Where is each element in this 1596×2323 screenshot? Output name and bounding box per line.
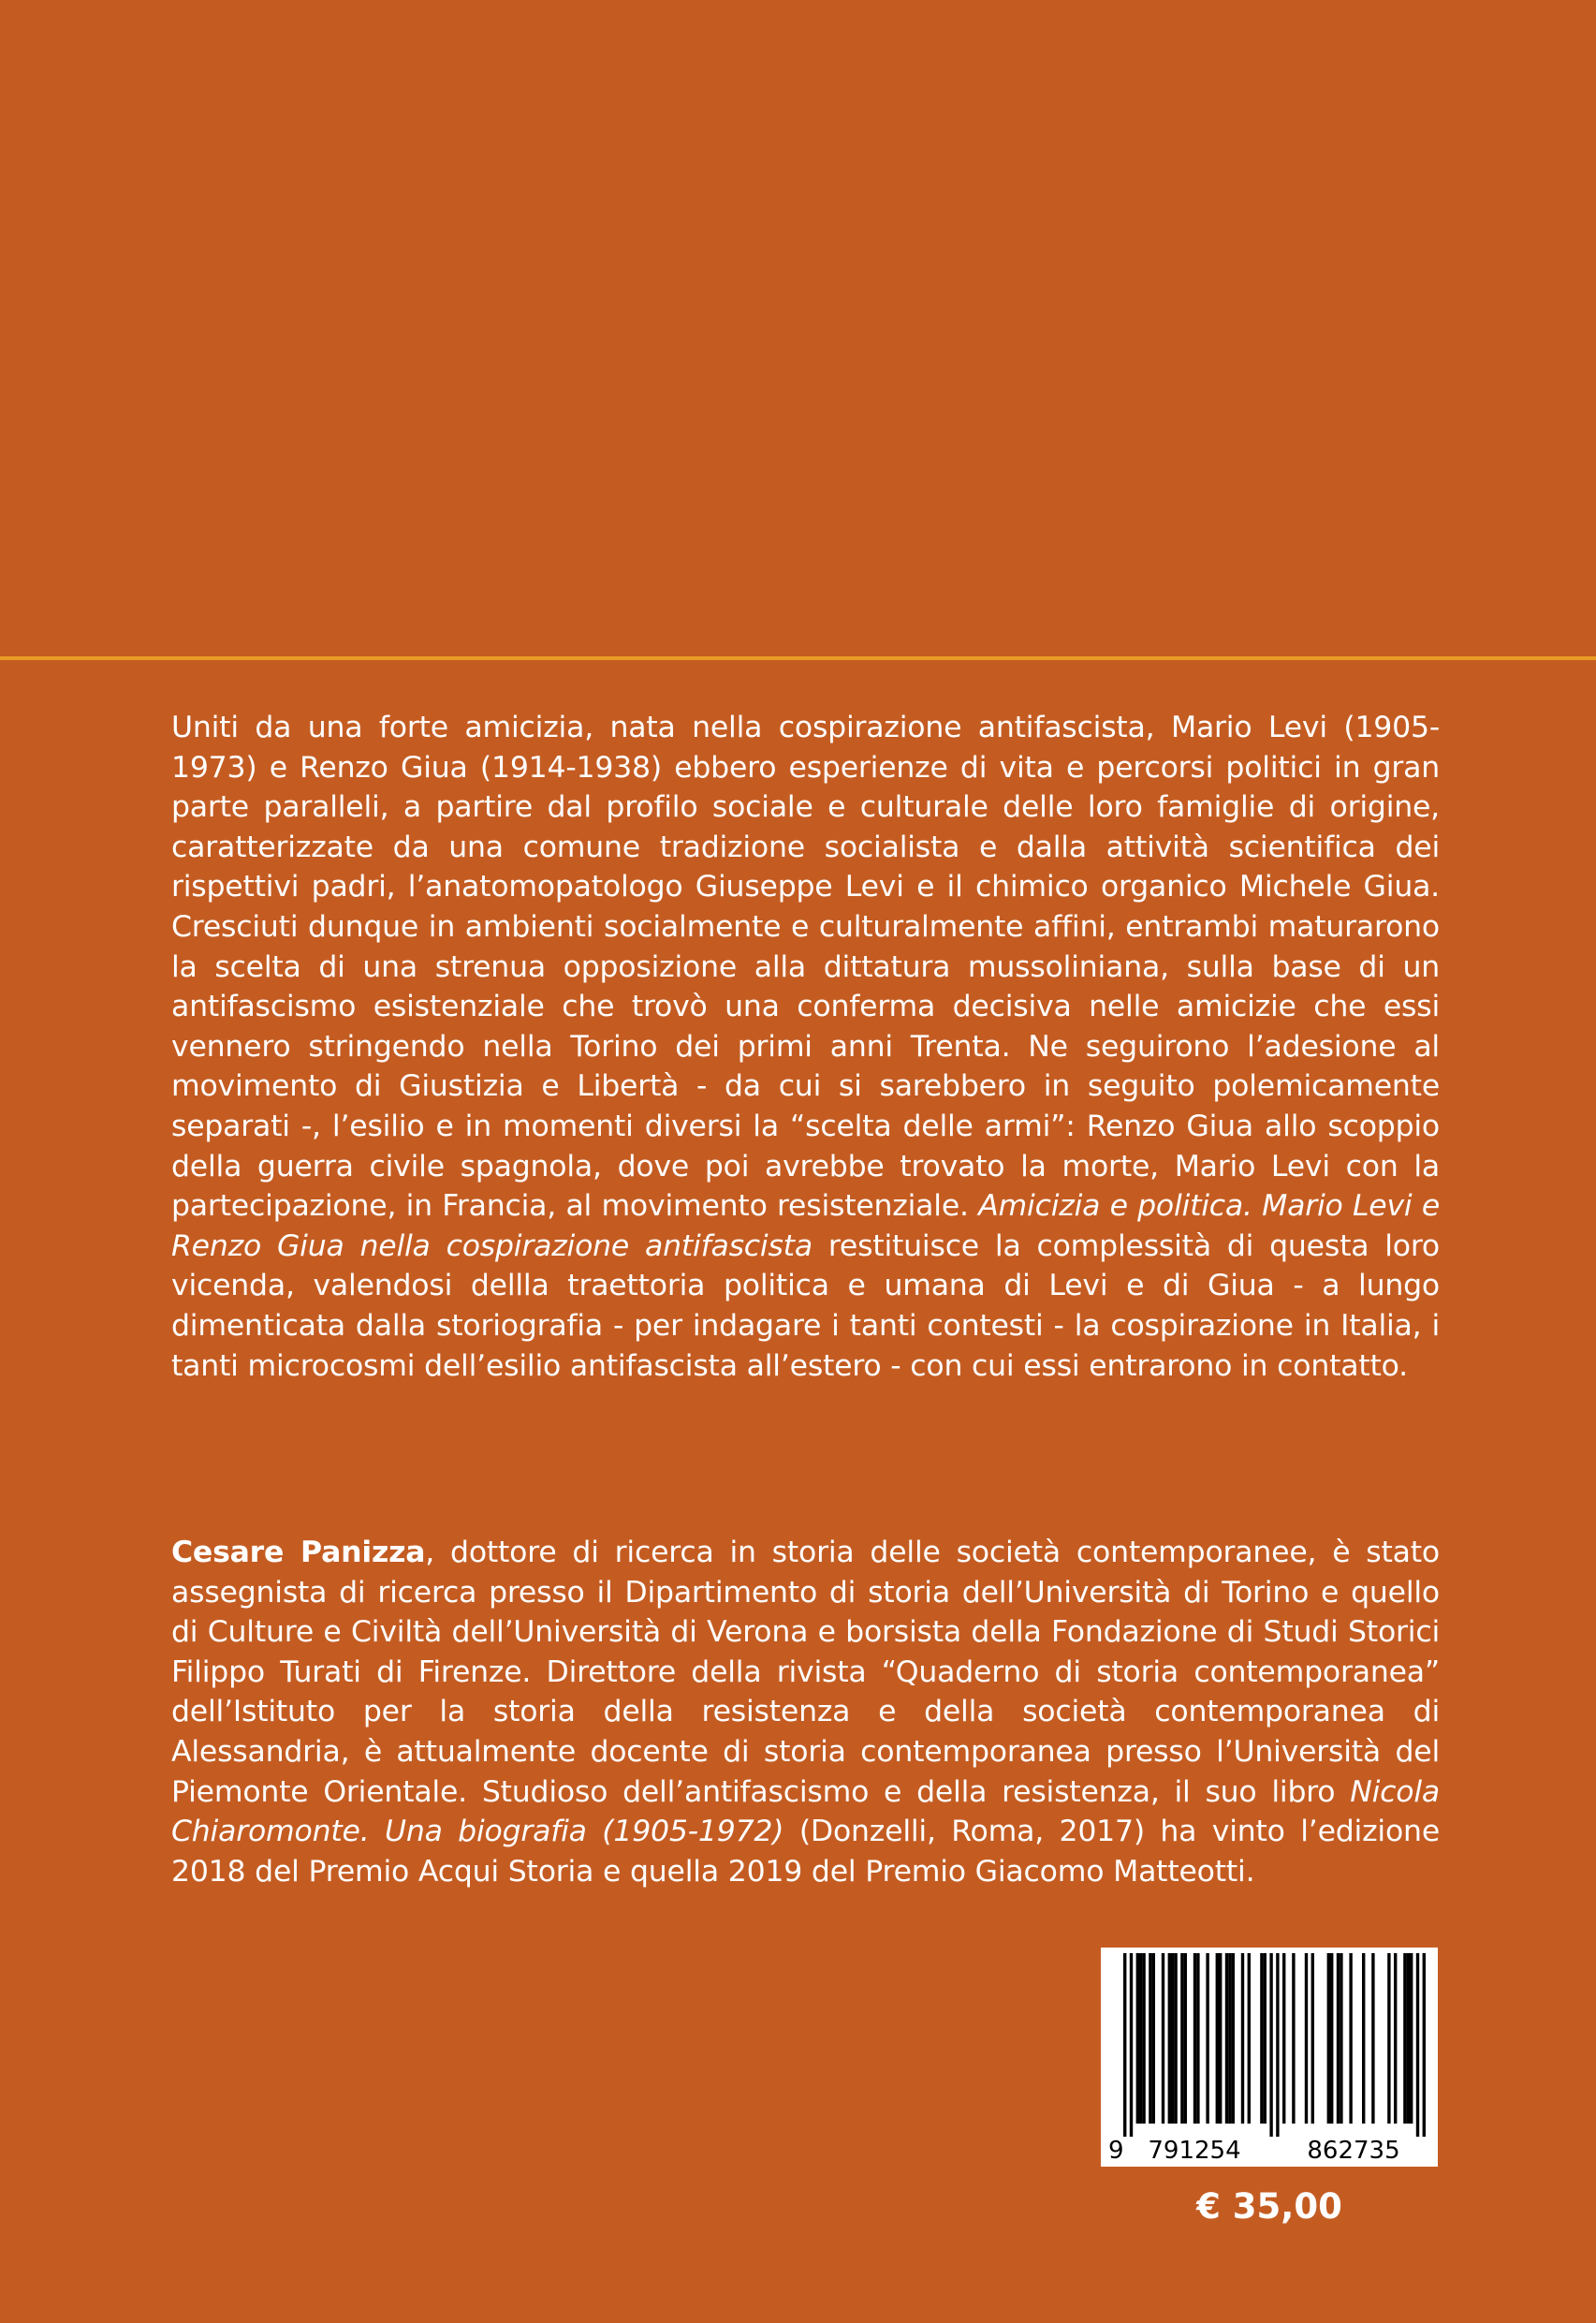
barcode-bar [1423, 1953, 1426, 2137]
bio-book-title: Nicola Chiaromonte. Una biografia (1905-1972) [171, 1774, 1440, 1849]
book-title: Amicizia e politica. Mario Levi e Renzo Giua nella cospirazione antifascista [171, 1189, 1440, 1263]
author-name: Cesare Panizza [171, 1536, 426, 1569]
isbn-barcode [1101, 1948, 1438, 2167]
book-description [171, 708, 1440, 1386]
barcode-bar [1282, 1953, 1285, 2124]
barcode-bar [1152, 1953, 1155, 2124]
barcode-bar [1305, 1953, 1308, 2124]
barcode-bar [1136, 1953, 1139, 2124]
bio-text-1: , dottore di ricerca in storia delle società contemporanee, è stato assegnista di ricerca presso il Dipartimento di storia dell’Università di Torino e quello di Culture e Civiltà dell’Università di Verona e borsista della Fondazione di Studi Storici Filippo Turati di Firenze. Direttore della rivista “Quaderno di storia contemporanea” dell’Istituto per la storia della resistenza e della società contemporanea di Alessandria, è attualmente docente di storia contemporanea presso l’Università del Piemonte Orientale. Studioso dell’antifascismo e della resistenza, il suo libro [171, 1536, 1440, 1809]
barcode-bar [1171, 1953, 1174, 2124]
barcode-bar [1410, 1953, 1413, 2124]
barcode-bar [1276, 1953, 1279, 2137]
barcode-bar [1225, 1953, 1228, 2124]
barcode-bar [1416, 1953, 1419, 2137]
barcode-bar [1311, 1953, 1314, 2124]
barcode-bar [1228, 1953, 1231, 2124]
barcode-digit-first: 9 [1108, 2137, 1124, 2165]
barcode-bar [1162, 1953, 1164, 2124]
barcode-bar [1180, 1953, 1183, 2124]
author-bio [171, 1533, 1440, 1891]
barcode-bar [1340, 1953, 1342, 2124]
barcode-bar [1387, 1953, 1390, 2124]
barcode-bar [1394, 1953, 1397, 2124]
barcode-bar [1292, 1953, 1295, 2124]
barcode-bar [1174, 1953, 1177, 2124]
barcode-digits-right: 862735 [1307, 2137, 1400, 2165]
barcode-bar [1337, 1953, 1340, 2124]
barcode-bar [1219, 1953, 1222, 2124]
barcode-bar [1349, 1953, 1352, 2124]
bio-text-2: (Donzelli, Roma, 2017) ha vinto l’edizione 2018 del Premio Acqui Storia e quella 2019 del Premio Giacomo Matteotti. [171, 1815, 1440, 1889]
barcode-bar [1216, 1953, 1219, 2124]
price-label: € 35,00 [1196, 2186, 1342, 2227]
barcode-bar [1403, 1953, 1406, 2124]
barcode-digits-left: 791254 [1148, 2137, 1241, 2165]
barcode-bar [1149, 1953, 1151, 2124]
barcode-bar [1327, 1953, 1330, 2124]
barcode-bar [1142, 1953, 1145, 2124]
barcode-bar [1260, 1953, 1263, 2124]
barcode-bar [1184, 1953, 1187, 2124]
barcode-bar [1130, 1953, 1133, 2137]
barcode-bar [1264, 1953, 1267, 2124]
description-text-1: Uniti da una forte amicizia, nata nella cospirazione antifascista, Mario Levi (1905-1973) e Renzo Giua (1914-1938) ebbero esperienze di vita e percorsi politici in gran parte paralleli, a partire dal profilo sociale e culturale delle loro famiglie di origine, caratterizzate da una comune tradizione socialista e dalla attività scientifica dei rispettivi padri, l’anatomopatologo Giuseppe Levi e il chimico organico Michele Giua. Cresciuti dunque in ambienti socialmente e culturalmente affini, entrambi maturarono la scelta di una strenua opposizione alla dittatura mussoliniana, sulla base di un antifascismo esistenziale che trovò una conferma decisiva nelle amicizie che essi vennero stringendo nella Torino dei primi anni Trenta. Ne seguirono l’adesione al movimento di Giustizia e Libertà - da cui si sarebbero in seguito polemicamente separati -, l’esilio e in momenti diversi la “scelta delle armi”: Renzo Giua allo scoppio della guerra civile spagnola, dove poi avrebbe trovato la morte, Mario Levi con la partecipazione, in Francia, al movimento resistenziale. [171, 711, 1440, 1224]
barcode-bar [1407, 1953, 1410, 2124]
barcode-bar [1269, 1953, 1272, 2137]
barcode-bar [1139, 1953, 1142, 2124]
barcode-bar [1193, 1953, 1196, 2124]
barcode-bar [1168, 1953, 1171, 2124]
barcode-bar [1206, 1953, 1208, 2124]
barcode-bar [1196, 1953, 1199, 2124]
barcode-bars [1123, 1953, 1426, 2137]
barcode-bar [1371, 1953, 1374, 2124]
barcode-bar [1330, 1953, 1333, 2124]
divider-line [0, 656, 1596, 660]
barcode-bar [1241, 1953, 1244, 2124]
barcode-bar [1248, 1953, 1251, 2124]
barcode-bar [1123, 1953, 1126, 2137]
barcode-graphic [1101, 1948, 1438, 2167]
barcode-bar [1362, 1953, 1365, 2124]
barcode-bar [1232, 1953, 1235, 2124]
description-text-2: restituisce la complessità di questa loro vicenda, valendosi dellla traettoria politica e umana di Levi e di Giua - a lungo dimenticata dalla storiografia - per indagare i tanti contesti - la cospirazione in Italia, i tanti microcosmi dell’esilio antifascista all’estero - con cui essi entrarono in contatto. [171, 1228, 1441, 1383]
